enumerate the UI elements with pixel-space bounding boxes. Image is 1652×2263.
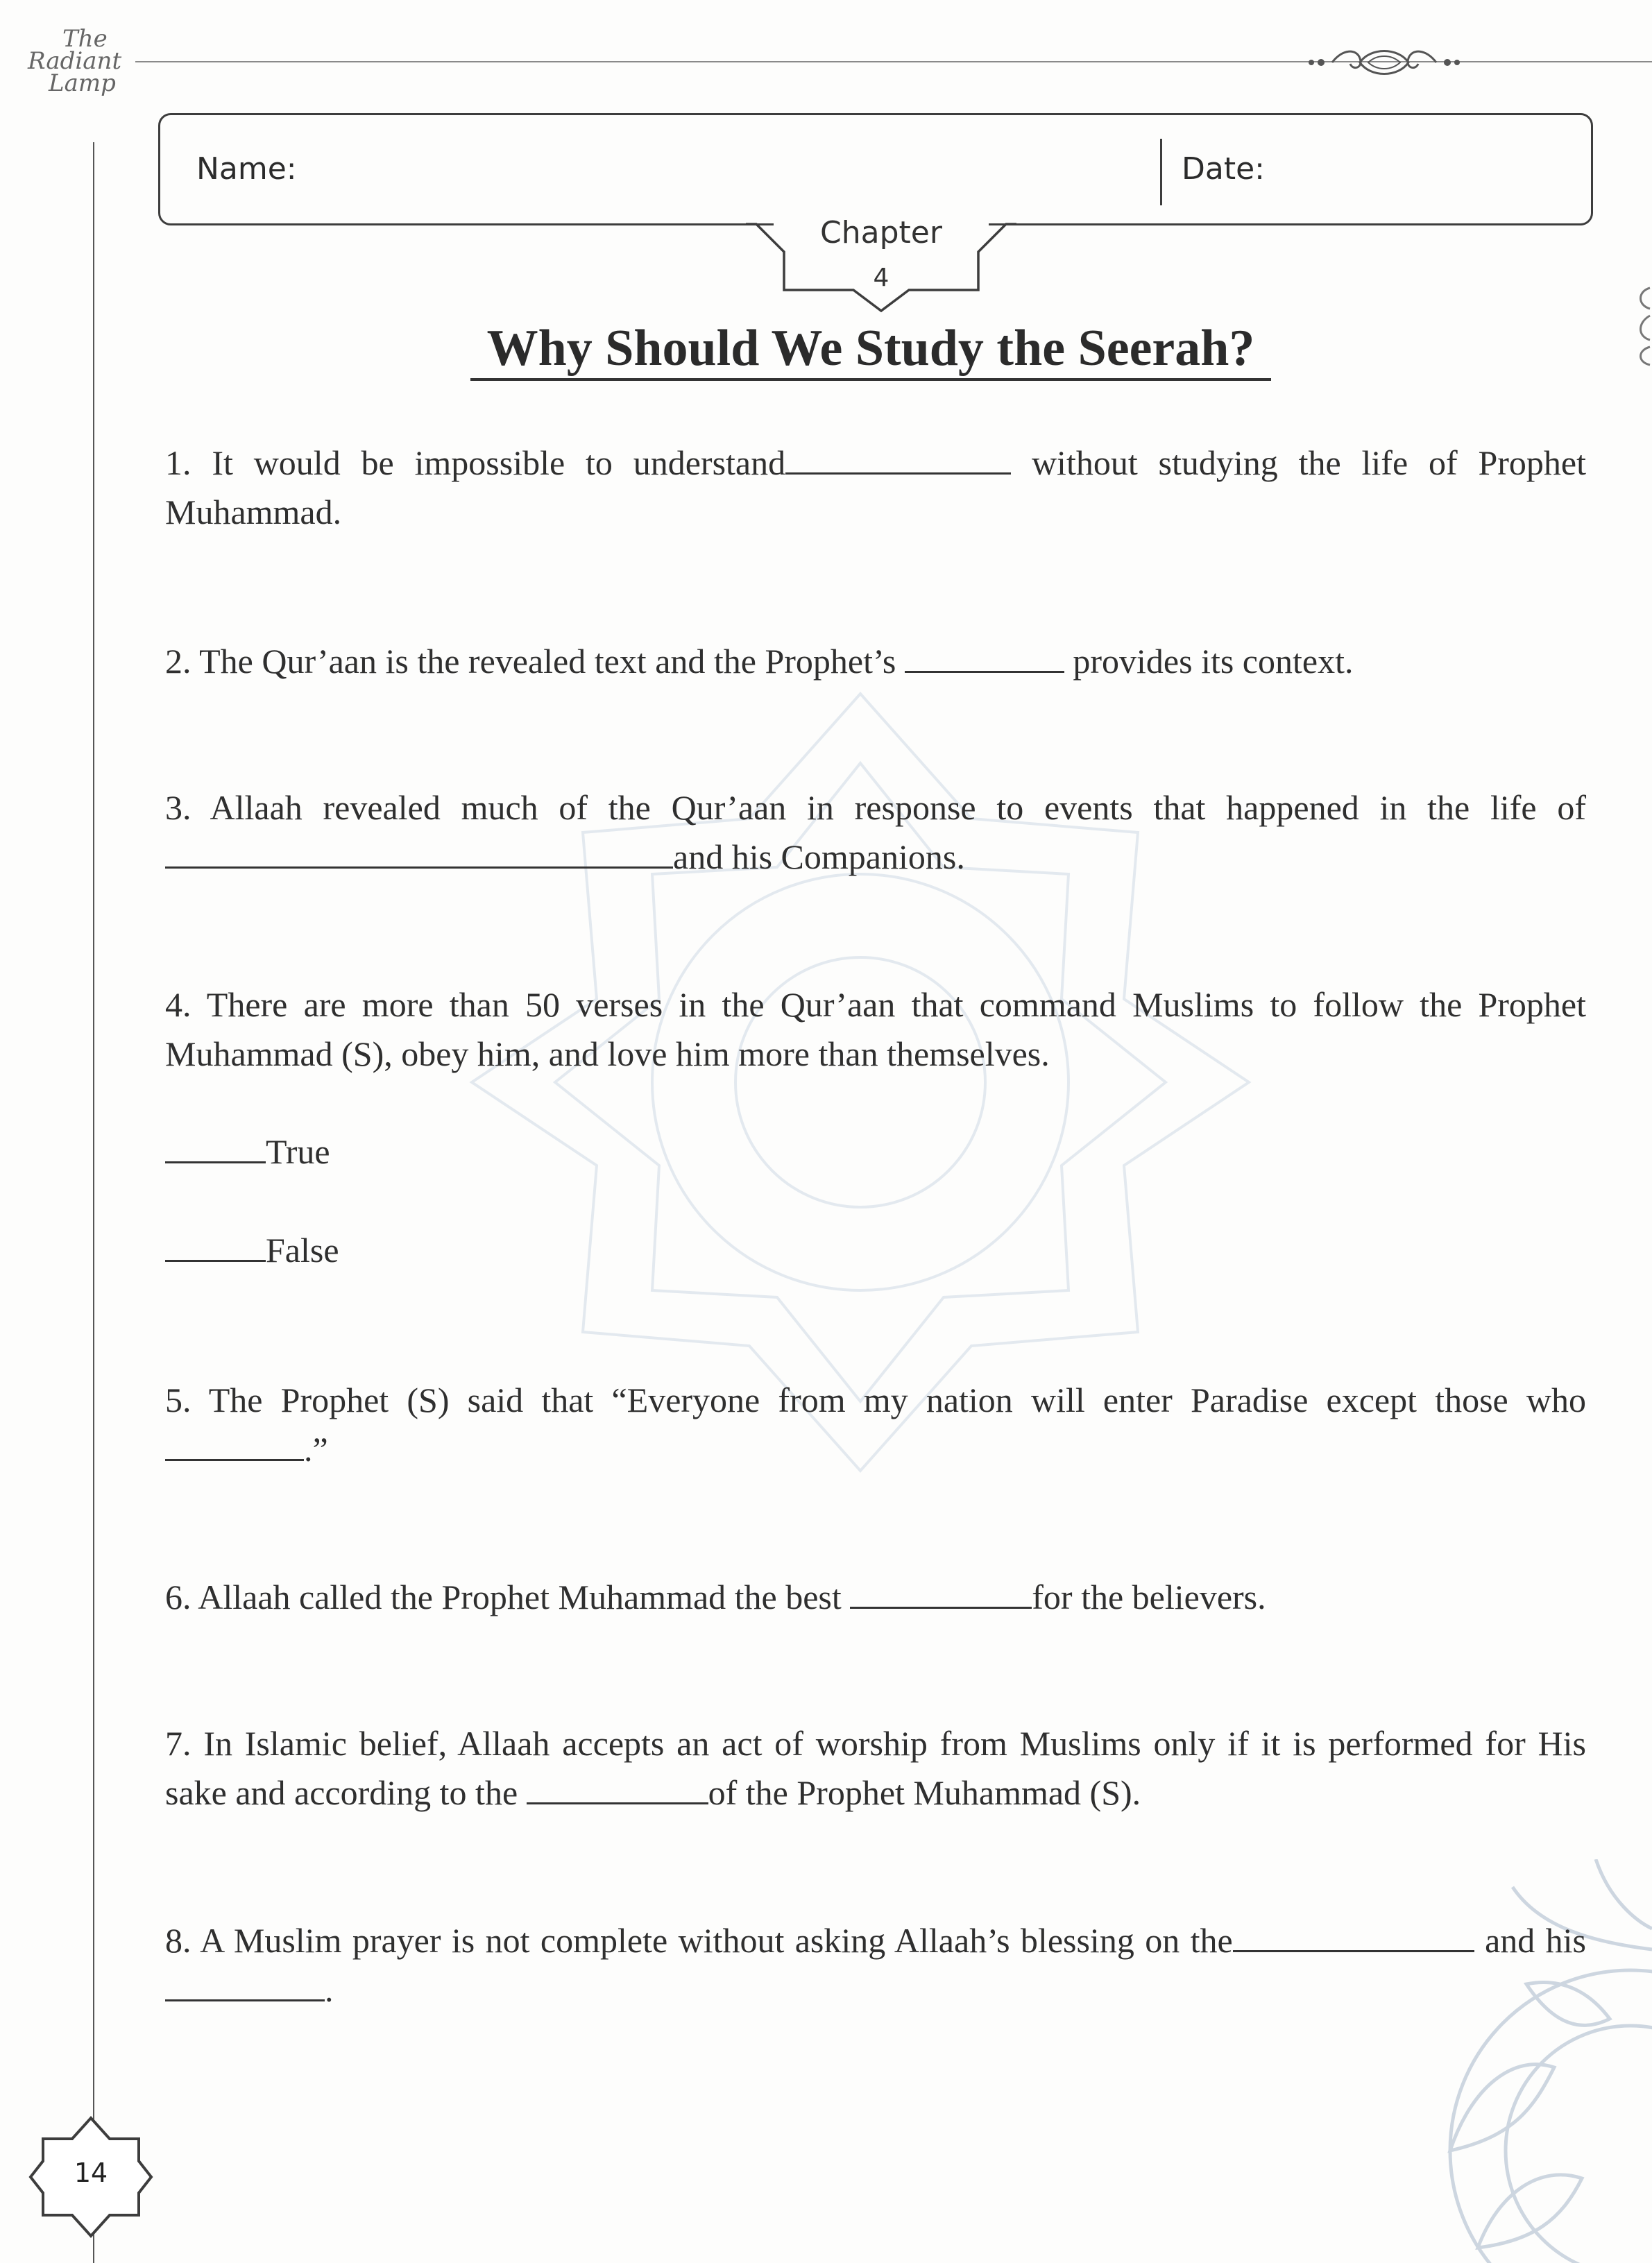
- question-7-text-after: of the Prophet Muhammad (S).: [708, 1773, 1141, 1812]
- question-8-blank-1[interactable]: [1233, 1920, 1474, 1952]
- logo-line-3: Lamp: [49, 69, 116, 97]
- title-underline: [470, 378, 1271, 381]
- question-6-blank[interactable]: [850, 1576, 1032, 1609]
- question-2-text-before: 2. The Qur’aan is the revealed text and the Prophet’s: [165, 642, 905, 681]
- question-2-text-after: provides its context.: [1064, 642, 1354, 681]
- question-2: [165, 637, 1586, 686]
- worksheet-title: Why Should We Study the Seerah?: [486, 320, 1255, 377]
- question-7-text-before: 7. In Islamic belief, Allaah accepts an act of worship from Muslims only if it is performed for His sake and according to the: [165, 1724, 1586, 1812]
- question-8: [165, 1916, 1586, 2015]
- question-7: [165, 1719, 1586, 1818]
- question-5: [165, 1376, 1586, 1474]
- question-5-blank[interactable]: [165, 1428, 304, 1461]
- page-number: 14: [74, 2158, 108, 2188]
- question-1-blank[interactable]: [785, 442, 1011, 475]
- question-1: [165, 438, 1586, 537]
- question-5-text-after: .”: [304, 1430, 328, 1469]
- question-6-text-after: for the believers.: [1032, 1578, 1266, 1616]
- question-4-option-false: [165, 1226, 1586, 1275]
- question-3-blank[interactable]: [165, 836, 673, 869]
- question-3: [165, 783, 1586, 882]
- name-date-box: [158, 113, 1593, 225]
- logo-line-1: The: [62, 25, 108, 53]
- name-date-divider: [1160, 139, 1162, 205]
- question-6-text-before: 6. Allaah called the Prophet Muhammad the best: [165, 1578, 851, 1616]
- question-1-text-after: without studying the life of Prophet Muhammad.: [165, 443, 1586, 531]
- question-3-text-after: and his Companions.: [673, 837, 965, 876]
- question-4-true-label: True: [266, 1132, 330, 1171]
- publisher-logo: [21, 25, 139, 104]
- chapter-label: Chapter: [820, 215, 942, 250]
- question-4-text: 4. There are more than 50 verses in the Qur’aan that command Muslims to follow the Prophet Muhammad (S), obey him, and love him more than themselves.: [165, 985, 1586, 1073]
- question-4-option-true: [165, 1127, 1586, 1177]
- question-2-blank[interactable]: [905, 640, 1064, 673]
- question-7-blank[interactable]: [527, 1772, 708, 1804]
- date-label: Date:: [1182, 151, 1265, 187]
- question-8-text-after: .: [325, 1970, 334, 2009]
- name-label: Name:: [196, 151, 297, 187]
- question-1-text-before: 1. It would be impossible to understand: [165, 443, 786, 482]
- question-6: [165, 1573, 1586, 1622]
- logo-line-2: Radiant: [28, 47, 122, 75]
- question-8-text-middle: and his: [1474, 1921, 1587, 1960]
- question-4-true-blank[interactable]: [165, 1131, 266, 1163]
- question-4-false-label: False: [266, 1231, 339, 1270]
- question-8-text-before: 8. A Muslim prayer is not complete without asking Allaah’s blessing on the: [165, 1921, 1233, 1960]
- question-3-text-before: 3. Allaah revealed much of the Qur’aan in response to events that happened in the life of: [165, 788, 1586, 827]
- margin-rule: [93, 142, 94, 2263]
- question-5-text-before: 5. The Prophet (S) said that “Everyone from my nation will enter Paradise except those who: [165, 1381, 1586, 1419]
- edge-ornament-icon: [1630, 284, 1652, 368]
- chapter-number: 4: [873, 264, 889, 292]
- question-4-false-blank[interactable]: [165, 1229, 266, 1262]
- question-8-blank-2[interactable]: [165, 1969, 325, 2001]
- question-4: [165, 980, 1586, 1079]
- scroll-ornament-icon: [1304, 43, 1464, 82]
